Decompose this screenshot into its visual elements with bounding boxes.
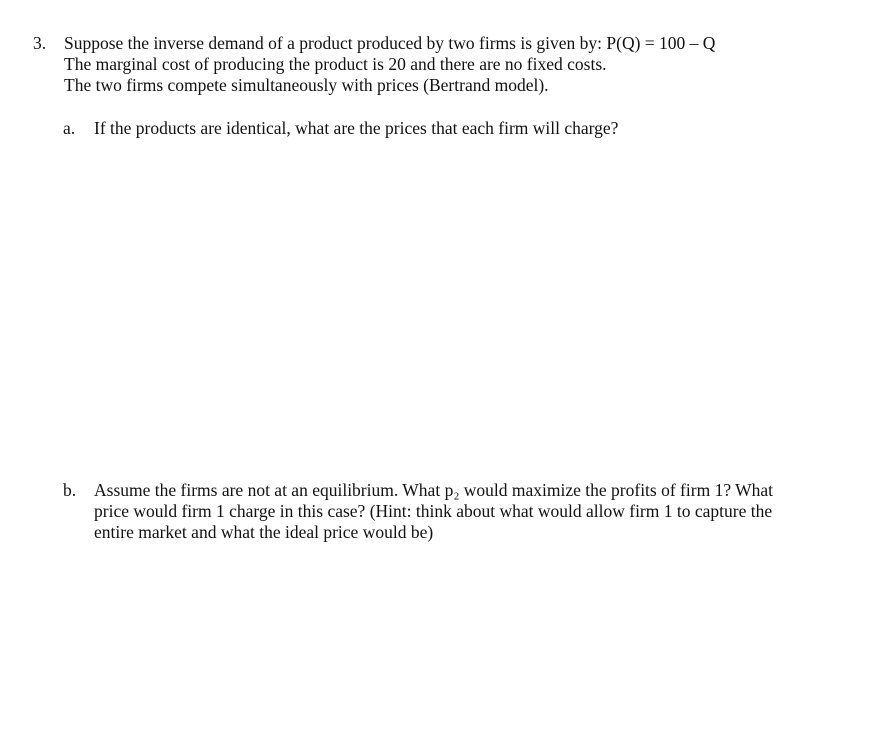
part-text — [94, 480, 853, 543]
question-line: The marginal cost of producing the product is 20 and there are no fixed costs. — [64, 54, 607, 74]
part-letter: b. — [63, 480, 77, 500]
question-stem — [64, 33, 863, 96]
part-letter: a. — [63, 118, 76, 138]
question-3 — [33, 33, 863, 96]
part-line: If the products are identical, what are the prices that each firm will charge? — [94, 118, 619, 138]
part-line: entire market and what the ideal price would be) — [94, 522, 434, 542]
part-a — [63, 118, 853, 139]
part-b — [63, 480, 853, 543]
question-line: Suppose the inverse demand of a product produced by two firms is given by: P(Q) = 100 – Q — [64, 33, 716, 53]
question-line: The two firms compete simultaneously with prices (Bertrand model). — [64, 75, 549, 95]
question-number: 3. — [33, 33, 47, 53]
part-line: price would firm 1 charge in this case? (Hint: think about what would allow firm 1 to capture the — [94, 501, 773, 521]
part-line: Assume the firms are not at an equilibrium. What p₂ would maximize the profits of firm 1? What — [94, 480, 774, 500]
part-text — [94, 118, 853, 139]
